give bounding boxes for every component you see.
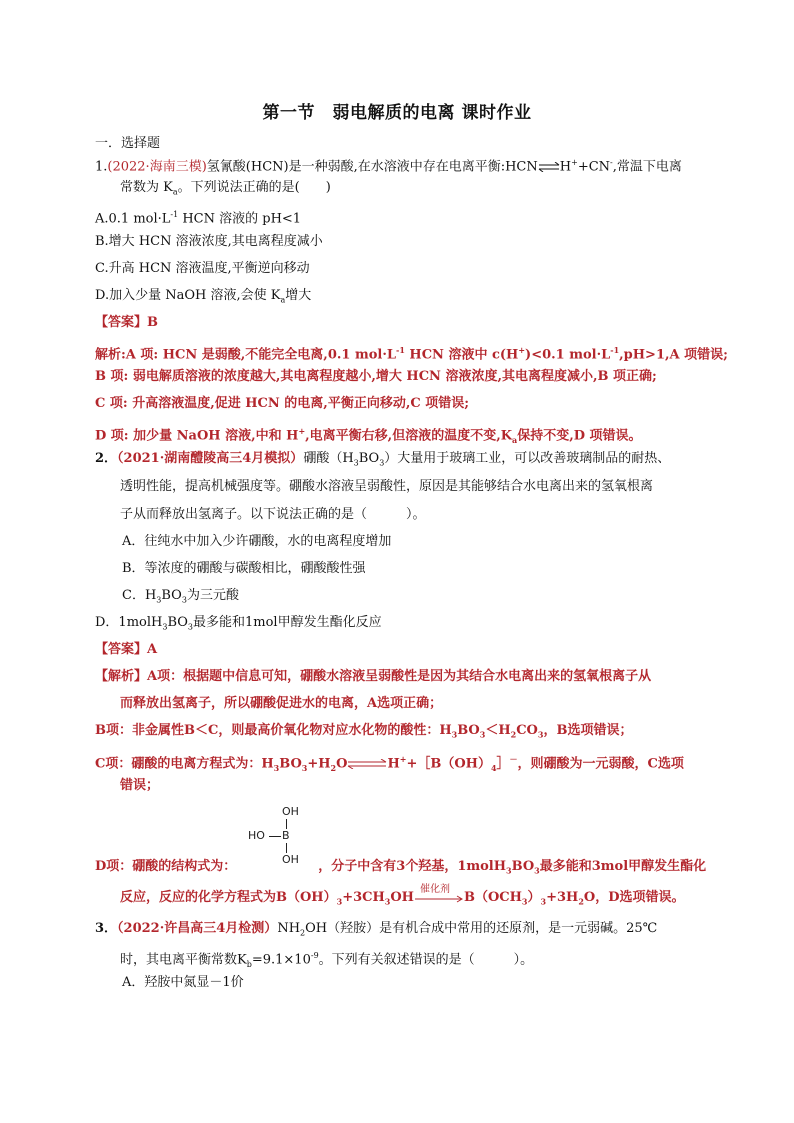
question-2-explanation-b: B项：非金属性B＜C，则最高价氧化物对应水化物的酸性：$H_3BO_3<H_2CO_3$，B选项错误； [95, 723, 633, 740]
structure-b: B [282, 829, 290, 842]
equilibrium-arrow-icon [538, 162, 560, 172]
question-1-option-b: B.增大 HCN 溶液浓度,其电离程度减小 [95, 234, 323, 249]
equilibrium-arrow-icon [347, 759, 387, 769]
question-source: （2021·湖南醴陵高三4月模拟） [117, 451, 304, 466]
question-2-option-b: B．等浓度的硼酸与碳酸相比，硼酸酸性强 [122, 561, 366, 576]
structure-oh-bottom: OH [282, 853, 299, 866]
question-1-option-a: A.0.1 $mol\cdot L^{-1}$ HCN 溶液的 pH<1 [95, 210, 302, 227]
structure-bond-bottom [286, 843, 287, 853]
catalyst-arrow [414, 883, 464, 905]
question-2-stem: 2．（2021·湖南醴陵高三4月模拟）硼酸$(H_3BO_3)$大量用于玻璃工业，可以改善玻璃制品的耐热、 [95, 451, 671, 468]
structure-oh-top: OH [282, 805, 299, 818]
question-2-explanation-d: D项：硼酸的结构式为： ，分子中含有3个羟基，$1molH_3BO_3$最多能和3mol甲醇发生酯化 [95, 859, 707, 876]
question-1-explanation-d: D 项: 加少量 NaOH 溶液,中和 H+,电离平衡右移,但溶液的温度不变$,K_a$保持不变,D 项错误。 [95, 426, 642, 445]
question-2-explanation-a-cont: 而释放出氢离子，所以硼酸促进水的电离，A选项正确； [120, 696, 443, 711]
question-1-stem-cont: 常数为 $K_a$。下列说法正确的是( ) [120, 180, 331, 197]
question-1-option-d: D.加入少量 NaOH 溶液,会使 $K_a$增大 [95, 288, 312, 305]
question-1-explanation-b: B 项: 弱电解质溶液的浓度越大,其电离程度越小,增大 HCN 溶液浓度,其电离程度减小,B 项正确; [95, 369, 657, 384]
question-2-explanation-a: 【解析】A项：根据题中信息可知，硼酸水溶液呈弱酸性是因为其结合水电离出来的氢氧根离子从 [95, 669, 652, 684]
question-number: 1. [95, 159, 108, 175]
question-2-option-c: C．$H_3BO_3$为三元酸 [122, 588, 239, 605]
question-2-explanation-c: C项：硼酸的电离方程式为：$H_3BO_3+H_2O$ $H^++[B(OH)_4]^-$，则硼酸为一元弱酸，C选项 [95, 754, 684, 773]
question-number: 2． [95, 451, 118, 466]
structure-ho: HO [248, 829, 265, 842]
question-1-answer: 【答案】B [95, 315, 158, 330]
question-1-explanation-a: 解析:A 项: HCN 是弱酸,不能完全电离,0.1 $mol\cdot L^{-1}$ HCN 溶液中 c(H+)<0.1 $mol\cdot L^{-1},pH>1,A$ 项错误; [95, 345, 728, 363]
structure-bond-top [286, 819, 287, 829]
question-source: (2022·海南三模) [107, 159, 207, 175]
question-2-answer: 【答案】A [95, 642, 158, 657]
question-3-option-a: A．羟胺中氮显－1价 [122, 975, 244, 990]
question-3-stem: 3．（2022·许昌高三4月检测）$NH_2OH$（羟胺）是有机合成中常用的还原剂，是一元弱碱。25℃ [95, 921, 658, 938]
question-number: 3． [95, 921, 118, 936]
question-1-explanation-c: C 项: 升高溶液温度,促进 HCN 的电离,平衡正向移动,C 项错误; [95, 396, 470, 411]
question-2-option-d: D．$1molH_3BO_3$最多能和1mol甲醇发生酯化反应 [95, 615, 382, 632]
question-1-stem: 1.(2022·海南三模)氢氰酸(HCN)是一种弱酸,在水溶液中存在电离平衡:HCN H++CN-,常温下电离 [95, 158, 682, 175]
question-source: （2022·许昌高三4月检测） [117, 921, 278, 936]
question-2-stem-cont-2: 子从而释放出氢离子。以下说法正确的是（ ）。 [120, 507, 426, 522]
reaction-arrow-icon [414, 895, 464, 903]
question-2-explanation-c-cont: 错误； [120, 778, 160, 793]
question-3-stem-cont: 时，其电离平衡常数$K_b=9.1\times 10^{-9}$。下列有关叙述错误的是（ ）。 [120, 951, 534, 969]
question-2-stem-cont-1: 透明性能，提高机械强度等。硼酸水溶液呈弱酸性，原因是其能够结合水电离出来的氢氧根离 [120, 479, 654, 494]
question-1-option-c: C.升高 HCN 溶液温度,平衡逆向移动 [95, 261, 310, 276]
structure-bond-left [269, 836, 281, 837]
question-2-option-a: A．往纯水中加入少许硼酸，水的电离程度增加 [122, 534, 392, 549]
catalyst-label: 催化剂 [419, 883, 450, 895]
question-2-explanation-d-cont: 反应，反应的化学方程式为$B(OH)_3+3CH_3OH$ 催化剂 $B(OCH_3)_3+3H_2O$，D选项错误。 [120, 888, 685, 912]
section-heading: 一．选择题 [95, 136, 161, 151]
page-title: 第一节 弱电解质的电离 课时作业 [262, 103, 532, 123]
